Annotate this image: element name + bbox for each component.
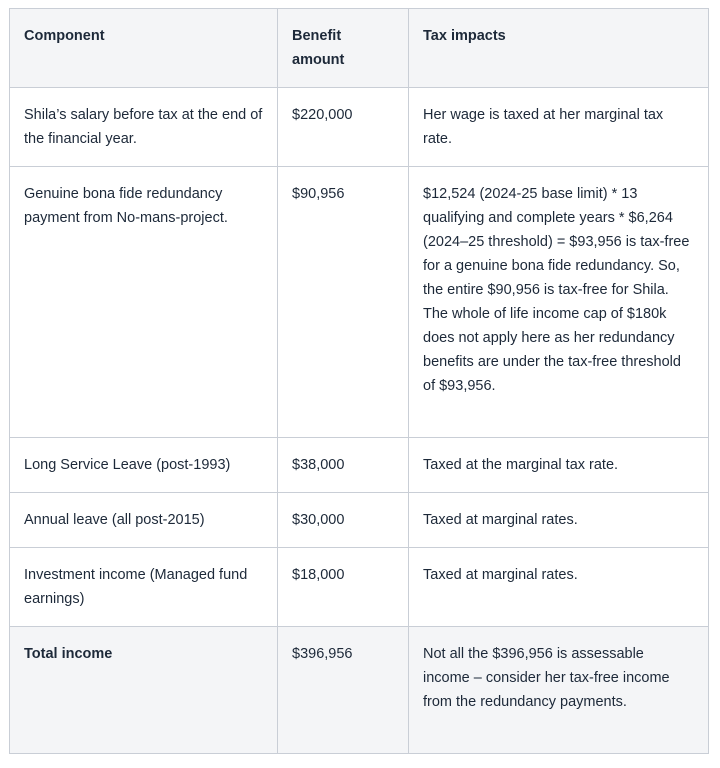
header-tax-impacts: Tax impacts [409,9,709,88]
cell-tax-impact: Taxed at marginal rates. [409,548,709,627]
table-row-investment-income [10,548,709,627]
cell-component: Annual leave (all post-2015) [10,493,278,548]
cell-amount: $396,956 [278,627,409,754]
cell-amount: $90,956 [278,167,409,438]
table-header-row [10,9,709,88]
cell-tax-impact: Taxed at marginal rates. [409,493,709,548]
cell-component: Investment income (Managed fund earnings) [10,548,278,627]
cell-tax-impact: Her wage is taxed at her marginal tax rate. [409,88,709,167]
cell-component: Total income [10,627,278,754]
table-row-long-service-leave [10,438,709,493]
header-benefit-amount: Benefit amount [278,9,409,88]
cell-amount: $18,000 [278,548,409,627]
cell-amount: $220,000 [278,88,409,167]
cell-component: Genuine bona fide redundancy payment from No-mans-project. [10,167,278,438]
cell-amount: $30,000 [278,493,409,548]
table-row-salary [10,88,709,167]
cell-tax-impact: Taxed at the marginal tax rate. [409,438,709,493]
benefits-tax-table [9,8,709,754]
table-row-annual-leave [10,493,709,548]
cell-component: Shila’s salary before tax at the end of the financial year. [10,88,278,167]
header-component: Component [10,9,278,88]
table-row-redundancy [10,167,709,438]
benefits-table-container [9,8,708,754]
cell-component: Long Service Leave (post-1993) [10,438,278,493]
cell-amount: $38,000 [278,438,409,493]
table-row-total [10,627,709,754]
cell-tax-impact: $12,524 (2024-25 base limit) * 13 qualifying and complete years * $6,264 (2024–25 threshold) = $93,956 is tax-free for a genuine bona fide redundancy. So, the entire $90,956 is tax-free for Shila. The whole of life income cap of $180k does not apply here as her redundancy benefits are under the tax-free threshold of $93,956. [409,167,709,438]
cell-tax-impact: Not all the $396,956 is assessable income – consider her tax-free income from the redundancy payments. [409,627,709,754]
